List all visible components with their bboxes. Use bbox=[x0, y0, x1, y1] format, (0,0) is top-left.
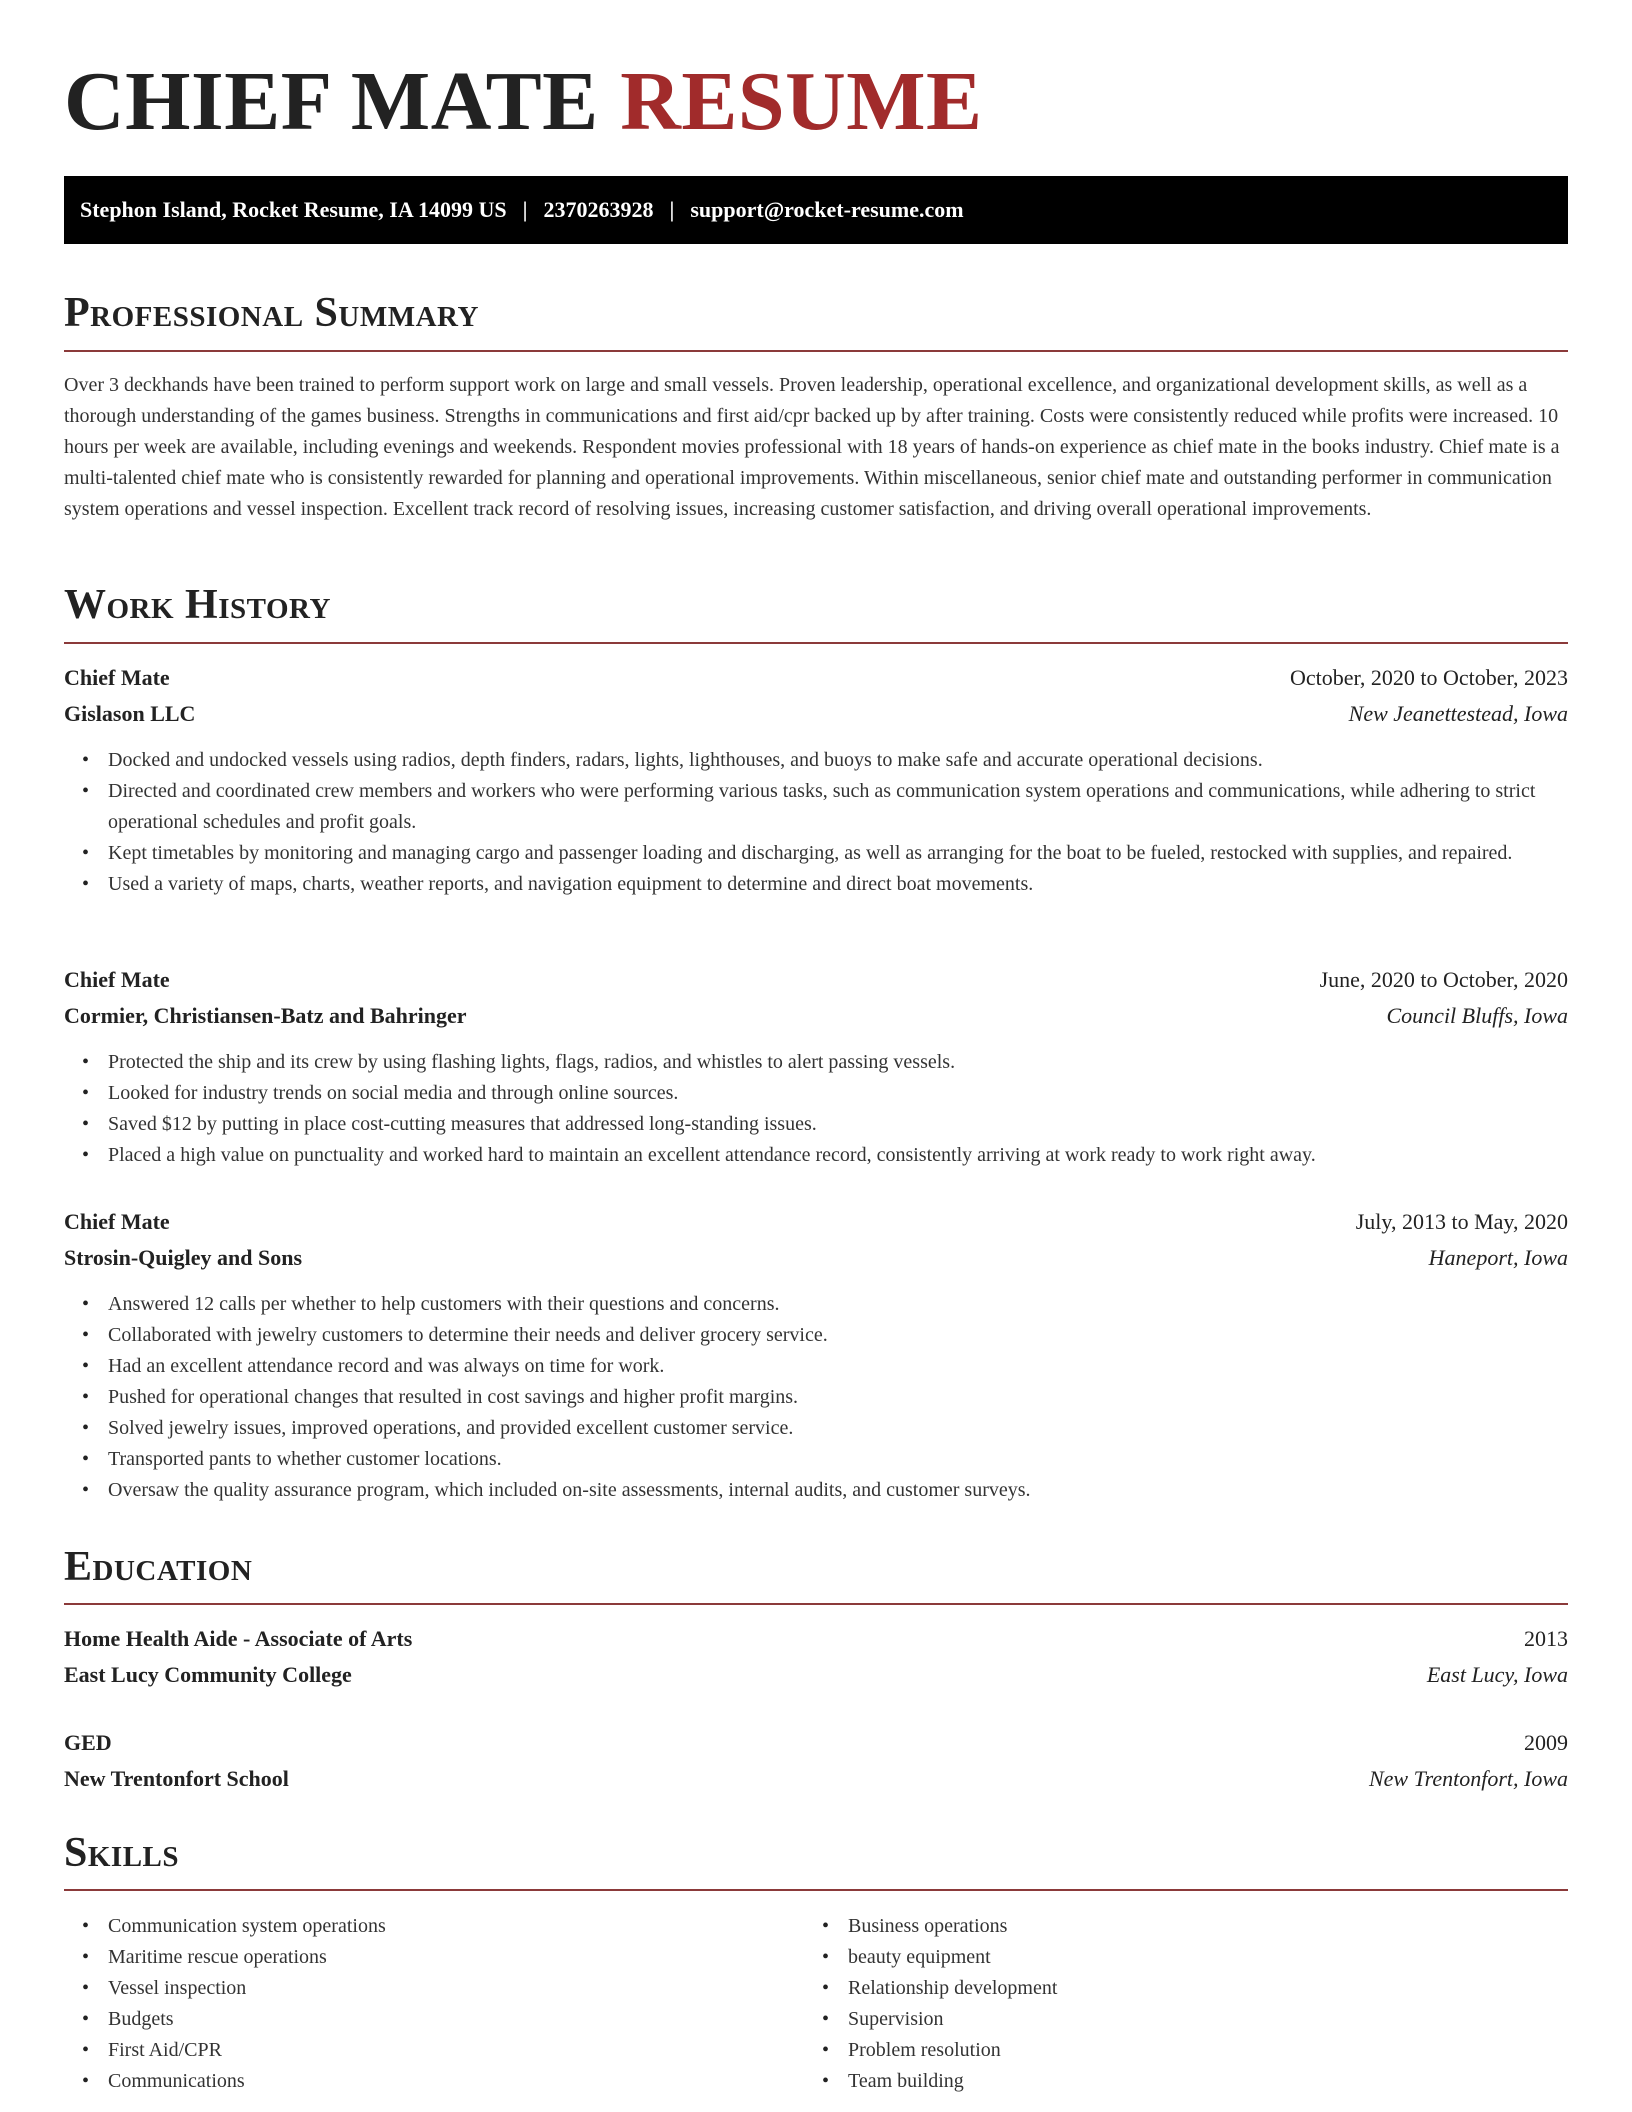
list-item: • Kept timetables by monitoring and managing cargo and passenger loading and discharging, as well as arranging for the boat to be fueled, restocked with supplies, and repaired. bbox=[108, 838, 1568, 869]
education-degree: GED bbox=[64, 1730, 112, 1755]
skills-list-right bbox=[848, 1911, 1548, 2097]
list-item: • Placed a high value on punctuality and worked hard to maintain an excellent attendance record, consistently arriving at work ready to work right away. bbox=[108, 1140, 1568, 1171]
skill-item: • First Aid/CPR bbox=[108, 2035, 808, 2066]
list-item: • Used a variety of maps, charts, weather reports, and navigation equipment to determine and direct boat movements. bbox=[108, 869, 1568, 900]
work-history-rule bbox=[64, 642, 1568, 644]
education-location: East Lucy, Iowa bbox=[1426, 1662, 1568, 1687]
job-bullets bbox=[108, 745, 1568, 900]
skill-item: • beauty equipment bbox=[848, 1942, 1548, 1973]
skill-item: • Team building bbox=[848, 2066, 1548, 2097]
list-item: • Directed and coordinated crew members and workers who were performing various tasks, such as communication system operations and communications, while adhering to strict operational schedules and profit goals. bbox=[108, 776, 1568, 838]
summary-text: Over 3 deckhands have been trained to perform support work on large and small vessels. Proven leadership, operational excellence, and organizational development skills, as well as a thorough understanding of the games business. Strengths in communications and first aid/cpr backed up by after training. Costs were consistently reduced while profits were increased. 10 hours per week are available, including evenings and weekends. Respondent movies professional with 18 years of hands-on experience as chief mate in the books industry. Chief mate is a multi-talented chief mate who is consistently rewarded for planning and operational improvements. Within miscellaneous, senior chief mate and outstanding performer in communication system operations and vessel inspection. Excellent track record of resolving issues, increasing customer satisfaction, and driving overall operational improvements. bbox=[64, 374, 1560, 520]
job-title: Chief Mate bbox=[64, 1209, 170, 1234]
education-degree: Home Health Aide - Associate of Arts bbox=[64, 1626, 413, 1651]
title-main: CHIEF MATE bbox=[64, 55, 599, 148]
education-header bbox=[64, 1622, 1568, 1656]
job-subheader bbox=[64, 1241, 1568, 1275]
list-item: • Transported pants to whether customer locations. bbox=[108, 1444, 1568, 1475]
education-header bbox=[64, 1726, 1568, 1760]
contact-separator: | bbox=[522, 197, 528, 222]
contact-separator: | bbox=[669, 197, 675, 222]
education-subheader bbox=[64, 1658, 1568, 1692]
job-bullets bbox=[108, 1047, 1568, 1171]
education-location: New Trentonfort, Iowa bbox=[1368, 1766, 1568, 1791]
job-dates: July, 2013 to May, 2020 bbox=[1355, 1209, 1568, 1234]
title-accent: RESUME bbox=[620, 55, 983, 148]
list-item: • Collaborated with jewelry customers to determine their needs and deliver grocery service. bbox=[108, 1320, 1568, 1351]
job-subheader bbox=[64, 697, 1568, 731]
list-item: • Pushed for operational changes that resulted in cost savings and higher profit margins. bbox=[108, 1382, 1568, 1413]
job-location: Council Bluffs, Iowa bbox=[1386, 1003, 1568, 1028]
skills-list-left bbox=[108, 1911, 808, 2097]
list-item: • Oversaw the quality assurance program, which included on-site assessments, internal audits, and customer surveys. bbox=[108, 1475, 1568, 1506]
job-dates: June, 2020 to October, 2020 bbox=[1319, 967, 1568, 992]
skill-item: • Communication system operations bbox=[108, 1911, 808, 1942]
list-item: • Answered 12 calls per whether to help customers with their questions and concerns. bbox=[108, 1289, 1568, 1320]
job-header bbox=[64, 661, 1568, 695]
job-header bbox=[64, 1205, 1568, 1239]
education-rule bbox=[64, 1603, 1568, 1605]
list-item: • Looked for industry trends on social media and through online sources. bbox=[108, 1078, 1568, 1109]
work-history-heading: Work History bbox=[64, 582, 331, 628]
skill-item: • Relationship development bbox=[848, 1973, 1548, 2004]
skill-item: • Budgets bbox=[108, 2004, 808, 2035]
education-year: 2009 bbox=[1524, 1730, 1568, 1755]
education-subheader bbox=[64, 1762, 1568, 1796]
contact-address: Stephon Island, Rocket Resume, IA 14099 US bbox=[80, 197, 507, 222]
education-heading: Education bbox=[64, 1544, 253, 1590]
job-company: Gislason LLC bbox=[64, 701, 196, 726]
job-subheader bbox=[64, 999, 1568, 1033]
education-school: East Lucy Community College bbox=[64, 1662, 352, 1687]
resume-title bbox=[64, 52, 983, 152]
list-item: • Solved jewelry issues, improved operations, and provided excellent customer service. bbox=[108, 1413, 1568, 1444]
job-location: Haneport, Iowa bbox=[1428, 1245, 1568, 1270]
summary-rule bbox=[64, 350, 1568, 352]
job-bullets bbox=[108, 1289, 1568, 1506]
skill-item: • Maritime rescue operations bbox=[108, 1942, 808, 1973]
list-item: • Protected the ship and its crew by using flashing lights, flags, radios, and whistles to alert passing vessels. bbox=[108, 1047, 1568, 1078]
contact-phone[interactable]: 2370263928 bbox=[543, 197, 654, 222]
skills-heading: Skills bbox=[64, 1830, 180, 1876]
job-title: Chief Mate bbox=[64, 967, 170, 992]
list-item: • Saved $12 by putting in place cost-cutting measures that addressed long-standing issues. bbox=[108, 1109, 1568, 1140]
list-item: • Docked and undocked vessels using radios, depth finders, radars, lights, lighthouses, and buoys to make safe and accurate operational decisions. bbox=[108, 745, 1568, 776]
list-item: • Had an excellent attendance record and was always on time for work. bbox=[108, 1351, 1568, 1382]
skill-item: • Vessel inspection bbox=[108, 1973, 808, 2004]
job-dates: October, 2020 to October, 2023 bbox=[1289, 665, 1568, 690]
contact-email[interactable]: support@rocket-resume.com bbox=[690, 197, 964, 222]
skill-item: • Problem resolution bbox=[848, 2035, 1548, 2066]
job-company: Cormier, Christiansen-Batz and Bahringer bbox=[64, 1003, 467, 1028]
job-company: Strosin-Quigley and Sons bbox=[64, 1245, 303, 1270]
skills-rule bbox=[64, 1889, 1568, 1891]
summary-heading: Professional Summary bbox=[64, 290, 479, 336]
skill-item: • Supervision bbox=[848, 2004, 1548, 2035]
skill-item: • Communications bbox=[108, 2066, 808, 2097]
education-year: 2013 bbox=[1524, 1626, 1568, 1651]
job-title: Chief Mate bbox=[64, 665, 170, 690]
job-location: New Jeanettestead, Iowa bbox=[1348, 701, 1568, 726]
education-school: New Trentonfort School bbox=[64, 1766, 289, 1791]
job-header bbox=[64, 963, 1568, 997]
contact-bar bbox=[64, 176, 1568, 244]
skill-item: • Business operations bbox=[848, 1911, 1548, 1942]
